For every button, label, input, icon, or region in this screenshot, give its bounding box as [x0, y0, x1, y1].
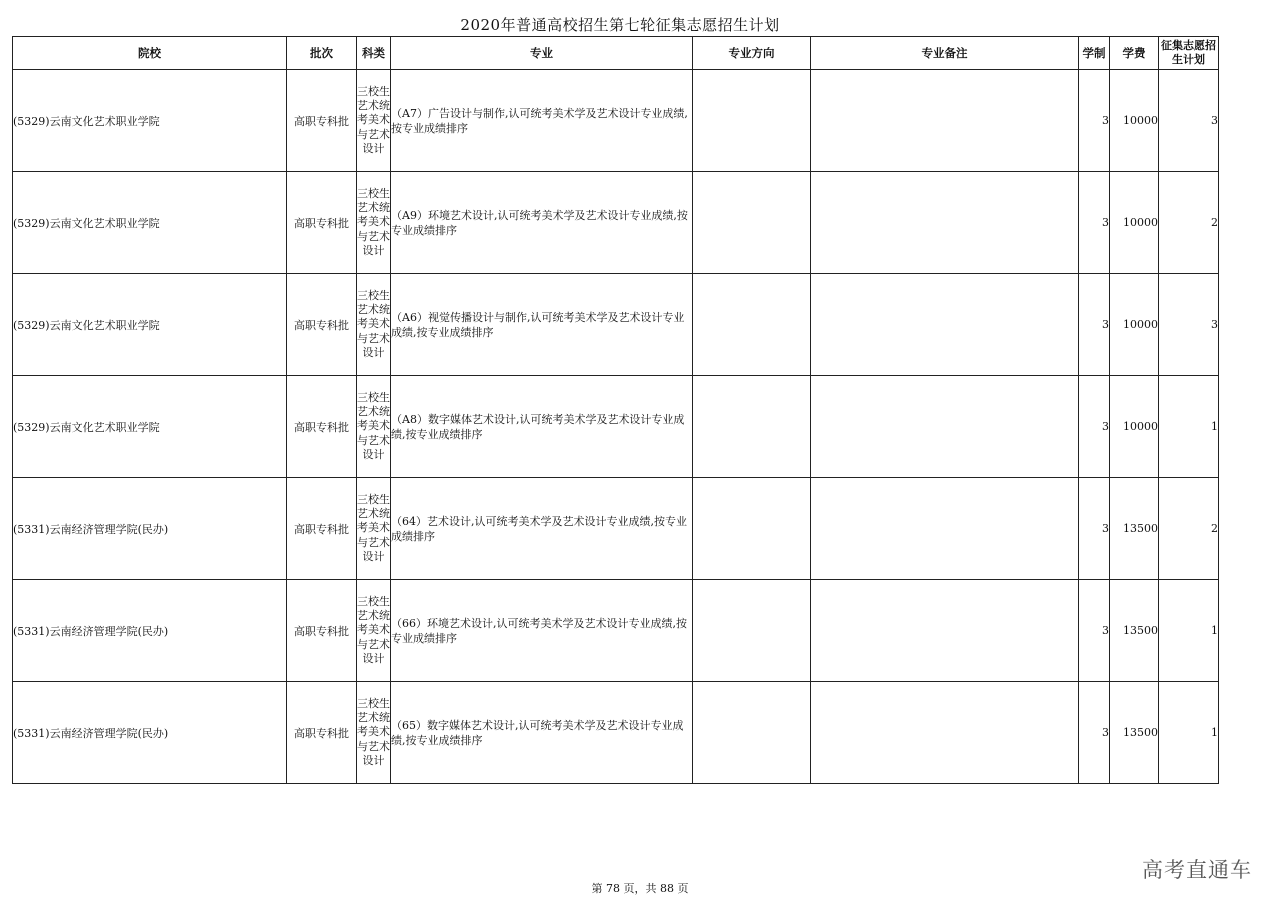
- watermark: 高考直通车: [1142, 858, 1252, 882]
- header-batch: 批次: [287, 37, 357, 70]
- cell-category: 三校生艺术统考美术与艺术设计: [357, 70, 391, 172]
- cell-direction: [693, 682, 811, 784]
- cell-remark: [811, 274, 1079, 376]
- cell-duration: 3: [1079, 70, 1110, 172]
- cell-remark: [811, 478, 1079, 580]
- cell-fee: 13500: [1110, 682, 1159, 784]
- cell-fee: 10000: [1110, 70, 1159, 172]
- cell-plan: 3: [1159, 70, 1219, 172]
- cell-duration: 3: [1079, 580, 1110, 682]
- cell-category: 三校生艺术统考美术与艺术设计: [357, 376, 391, 478]
- cell-category: 三校生艺术统考美术与艺术设计: [357, 478, 391, 580]
- cell-category: 三校生艺术统考美术与艺术设计: [357, 172, 391, 274]
- header-category: 科类: [357, 37, 391, 70]
- header-fee: 学费: [1110, 37, 1159, 70]
- cell-major: （A9）环境艺术设计,认可统考美术学及艺术设计专业成绩,按专业成绩排序: [391, 172, 693, 274]
- cell-plan: 1: [1159, 580, 1219, 682]
- cell-remark: [811, 376, 1079, 478]
- cell-school: (5329)云南文化艺术职业学院: [13, 70, 287, 172]
- cell-direction: [693, 478, 811, 580]
- cell-batch: 高职专科批: [287, 172, 357, 274]
- header-duration: 学制: [1079, 37, 1110, 70]
- cell-category: 三校生艺术统考美术与艺术设计: [357, 682, 391, 784]
- cell-batch: 高职专科批: [287, 376, 357, 478]
- cell-duration: 3: [1079, 274, 1110, 376]
- table-row: [13, 682, 1219, 784]
- cell-plan: 2: [1159, 478, 1219, 580]
- cell-school: (5329)云南文化艺术职业学院: [13, 274, 287, 376]
- cell-major: （A8）数字媒体艺术设计,认可统考美术学及艺术设计专业成绩,按专业成绩排序: [391, 376, 693, 478]
- cell-school: (5329)云南文化艺术职业学院: [13, 172, 287, 274]
- cell-remark: [811, 70, 1079, 172]
- header-direction: 专业方向: [693, 37, 811, 70]
- header-remark: 专业备注: [811, 37, 1079, 70]
- cell-remark: [811, 172, 1079, 274]
- cell-batch: 高职专科批: [287, 70, 357, 172]
- cell-duration: 3: [1079, 172, 1110, 274]
- cell-category: 三校生艺术统考美术与艺术设计: [357, 274, 391, 376]
- cell-direction: [693, 580, 811, 682]
- header-school: 院校: [13, 37, 287, 70]
- page-footer: 第 78 页，共 88 页: [591, 882, 689, 895]
- table-header-row: [13, 37, 1219, 70]
- table-row: [13, 274, 1219, 376]
- table-row: [13, 580, 1219, 682]
- page-title: 2020年普通高校招生第七轮征集志愿招生计划: [460, 16, 780, 34]
- cell-plan: 1: [1159, 376, 1219, 478]
- cell-direction: [693, 172, 811, 274]
- table-row: [13, 478, 1219, 580]
- cell-direction: [693, 70, 811, 172]
- cell-remark: [811, 682, 1079, 784]
- cell-batch: 高职专科批: [287, 580, 357, 682]
- cell-batch: 高职专科批: [287, 274, 357, 376]
- cell-school: (5331)云南经济管理学院(民办): [13, 580, 287, 682]
- cell-major: （66）环境艺术设计,认可统考美术学及艺术设计专业成绩,按专业成绩排序: [391, 580, 693, 682]
- enrollment-plan-table: [12, 36, 1219, 784]
- table-row: [13, 172, 1219, 274]
- cell-direction: [693, 376, 811, 478]
- header-major: 专业: [391, 37, 693, 70]
- cell-plan: 2: [1159, 172, 1219, 274]
- cell-plan: 3: [1159, 274, 1219, 376]
- header-plan: 征集志愿招生计划: [1159, 37, 1219, 70]
- cell-major: （A7）广告设计与制作,认可统考美术学及艺术设计专业成绩,按专业成绩排序: [391, 70, 693, 172]
- cell-remark: [811, 580, 1079, 682]
- cell-fee: 10000: [1110, 274, 1159, 376]
- cell-fee: 10000: [1110, 172, 1159, 274]
- cell-duration: 3: [1079, 682, 1110, 784]
- cell-school: (5331)云南经济管理学院(民办): [13, 478, 287, 580]
- cell-plan: 1: [1159, 682, 1219, 784]
- table-row: [13, 376, 1219, 478]
- cell-category: 三校生艺术统考美术与艺术设计: [357, 580, 391, 682]
- cell-direction: [693, 274, 811, 376]
- cell-duration: 3: [1079, 478, 1110, 580]
- table-row: [13, 70, 1219, 172]
- cell-duration: 3: [1079, 376, 1110, 478]
- cell-school: (5331)云南经济管理学院(民办): [13, 682, 287, 784]
- cell-major: （64）艺术设计,认可统考美术学及艺术设计专业成绩,按专业成绩排序: [391, 478, 693, 580]
- cell-major: （A6）视觉传播设计与制作,认可统考美术学及艺术设计专业成绩,按专业成绩排序: [391, 274, 693, 376]
- cell-fee: 13500: [1110, 580, 1159, 682]
- cell-school: (5329)云南文化艺术职业学院: [13, 376, 287, 478]
- cell-batch: 高职专科批: [287, 478, 357, 580]
- cell-fee: 10000: [1110, 376, 1159, 478]
- cell-major: （65）数字媒体艺术设计,认可统考美术学及艺术设计专业成绩,按专业成绩排序: [391, 682, 693, 784]
- cell-fee: 13500: [1110, 478, 1159, 580]
- cell-batch: 高职专科批: [287, 682, 357, 784]
